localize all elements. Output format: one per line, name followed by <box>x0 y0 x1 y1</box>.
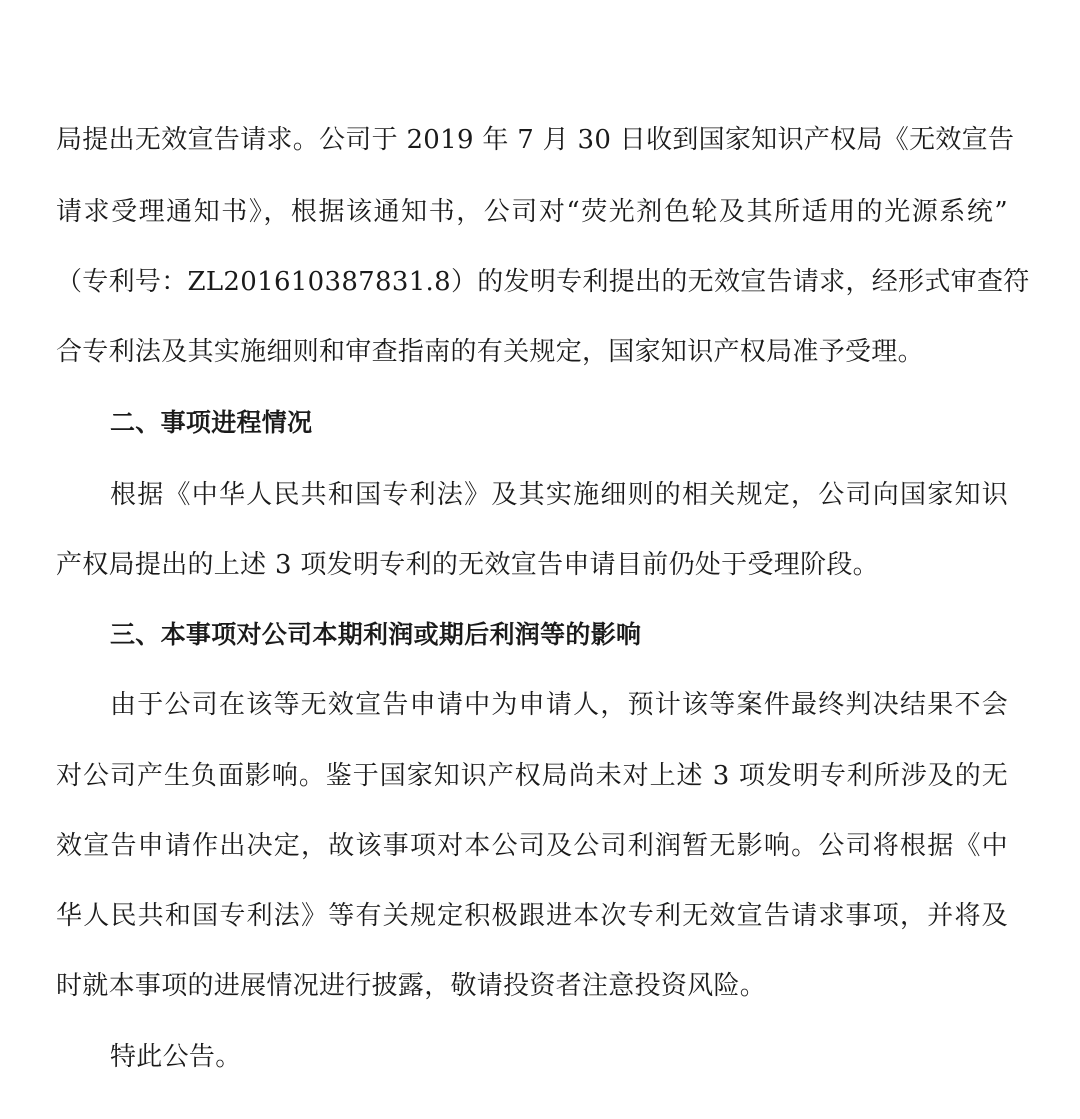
paragraph-3-line-5: 时就本事项的进展情况进行披露，敬请投资者注意投资风险。 <box>56 971 767 1001</box>
paragraph-3-line-2: 对公司产生负面影响。鉴于国家知识产权局尚未对上述 3 项发明专利所涉及的无 <box>56 761 1008 791</box>
paragraph-1-line-3: （专利号：ZL201610387831.8）的发明专利提出的无效宣告请求，经形式审查符 <box>56 267 1030 297</box>
paragraph-3-line-3: 效宣告申请作出决定，故该事项对本公司及公司利润暂无影响。公司将根据《中 <box>56 831 1008 861</box>
section-heading-progress: 二、事项进程情况 <box>110 408 313 437</box>
paragraph-3-line-1: 由于公司在该等无效宣告申请中为申请人，预计该等案件最终判决结果不会 <box>110 690 1008 720</box>
paragraph-1-line-4: 合专利法及其实施细则和审查指南的有关规定，国家知识产权局准予受理。 <box>56 337 924 367</box>
section-heading-impact: 三、本事项对公司本期利润或期后利润等的影响 <box>110 620 642 649</box>
paragraph-2-line-2: 产权局提出的上述 3 项发明专利的无效宣告申请目前仍处于受理阶段。 <box>56 550 879 580</box>
paragraph-1-line-1: 局提出无效宣告请求。公司于 2019 年 7 月 30 日收到国家知识产权局《无效宣告 <box>56 125 1015 155</box>
paragraph-3-line-4: 华人民共和国专利法》等有关规定积极跟进本次专利无效宣告请求事项，并将及 <box>56 901 1008 931</box>
closing-statement: 特此公告。 <box>110 1042 242 1072</box>
paragraph-2-line-1: 根据《中华人民共和国专利法》及其实施细则的相关规定，公司向国家知识 <box>110 480 1008 510</box>
paragraph-1-line-2: 请求受理通知书》，根据该通知书，公司对“荧光剂色轮及其所适用的光源系统” <box>56 197 1008 227</box>
